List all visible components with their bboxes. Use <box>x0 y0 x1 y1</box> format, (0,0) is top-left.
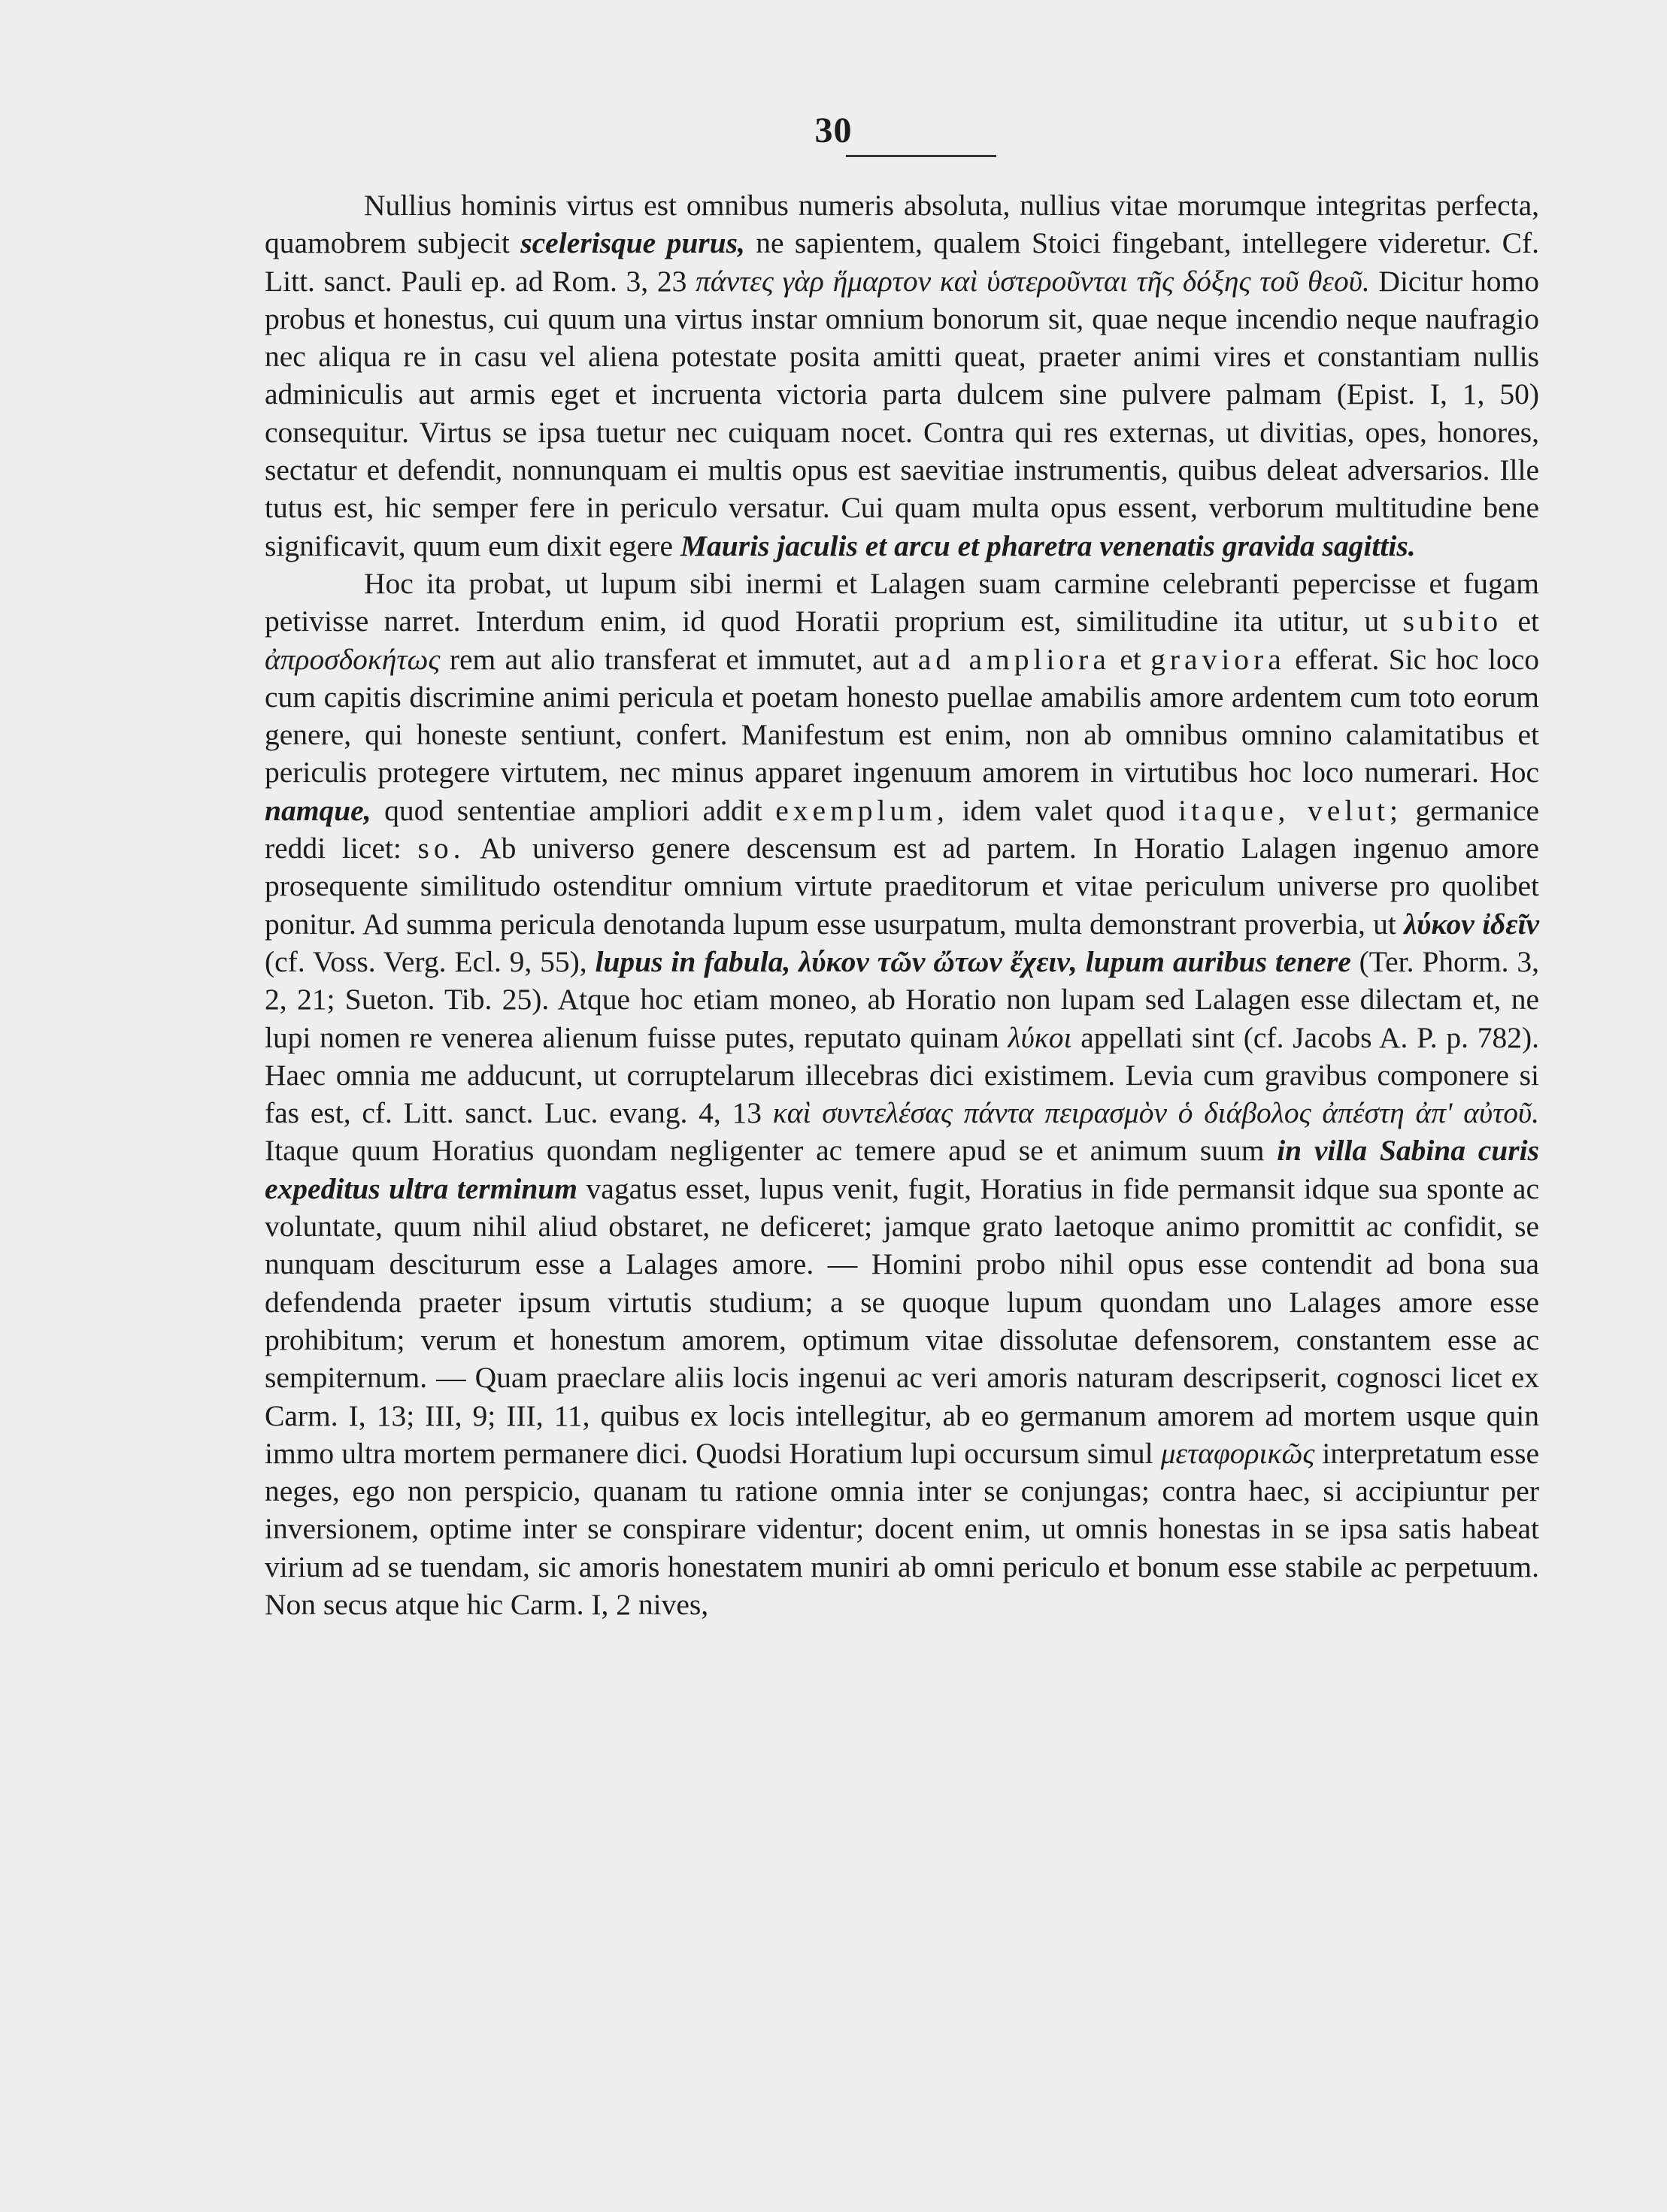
text-run: Dicitur homo probus et honestus, cui quum una virtus instar omnium bonorum sit, quae neque incendio neque naufragio nec aliqua re in casu vel aliena potestate posita amitti queat, praeter animi vires et constantiam nullis adminiculis aut armis eget et incruenta victoria parta dulcem sine pulvere palmam (Epist. I, 1, 50) consequitur. Virtus se ipsa tuetur nec cuiquam nocet. Contra qui res externas, ut divitias, opes, honores, sectatur et defendit, nonnunquam ei multis opus est saevitiae instrumentis, quibus deleat adversarios. Ille tutus est, hic semper fere in periculo versatur. Cui quam multa opus essent, verborum multitudine bene significavit, quum eum dixit egere <box>265 264 1539 562</box>
text-run: et <box>1502 605 1539 638</box>
paragraph <box>265 565 1539 1623</box>
text-run: rem aut alio transferat et immutet, aut <box>440 642 918 676</box>
text-run: vagatus esset, lupus venit, fugit, Horatius in fide permansit idque sua sponte ac voluntate, quum nihil aliud obstaret, ne deficeret; jamque grato laetoque animo promittit ac confidit, se nunquam desciturum esse a Lalages amore. — Homini probo nihil opus esse contendit ad bona sua defendenda praeter ipsum virtutis studium; a se quoque lupum quondam uno Lalages amore esse prohibitum; verum et honestum amorem, optimum vitae dissolutae defensorem, constantem esse ac sempiternum. — Quam praeclare aliis locis ingenui ac veri amoris naturam descripserit, cognosci licet ex Carm. I, 13; III, 9; III, 11, quibus ex locis intellegitur, ab eo germanum amorem ad mortem usque quin immo ultra mortem permanere dici. Quodsi Horatium lupi occursum simul <box>265 1171 1539 1470</box>
text-run: quod sententiae ampliori addit <box>371 793 776 827</box>
italic-phrase: λύκοι <box>1008 1020 1072 1054</box>
spaced-phrase: exemplum, <box>775 793 949 827</box>
text-run: Nullius hominis virtus est omnibus numeris absoluta, nullius vitae morumque integritas perfecta, quamobrem subjecit <box>265 189 1539 260</box>
spaced-phrase: subito <box>1402 605 1503 638</box>
spaced-phrase: itaque, velut; <box>1178 793 1402 827</box>
text-run: Ab universo genere descensum est ad partem. In Horatio Lalagen ingenuo amore prosequente similitudo ostenditur omnium virtute praeditorum et vitae periculum universe pro quolibet ponitur. Ad summa pericula denotanda lupum esse usurpatum, multa demonstrant proverbia, ut <box>265 832 1540 941</box>
bold-italic-phrase: λύκον ἰδεῖν <box>1404 907 1539 941</box>
text-run: germanice reddi licet: <box>265 793 1540 865</box>
text-run: (Ter. Phorm. 3, 2, 21; Sueton. Tib. 25). Atque hoc etiam moneo, ab Horatio non lupam sed Lalagen esse dilectam et, ne lupi nomen re venerea alienum fuisse putes, reputato quinam <box>265 944 1539 1054</box>
spaced-phrase: so. <box>417 832 465 865</box>
spaced-phrase: ad ampliora <box>917 642 1111 676</box>
text-run: Hoc ita probat, ut lupum sibi inermi et Lalagen suam carmine celebranti pepercisse et fugam petivisse narret. Interdum enim, id quod Horatii proprium est, similitudine ita utitur, ut <box>265 566 1539 638</box>
text-run: appellati sint (cf. Jacobs A. P. p. 782). Haec omnia me adducunt, ut corruptelarum illecebras dici existimem. Levia cum gravibus componere si fas est, cf. Litt. sanct. Luc. evang. 4, 13 <box>265 1020 1539 1130</box>
bold-italic-phrase: Mauris jaculis et arcu et pharetra venenatis gravida sagittis. <box>680 529 1416 562</box>
text-run: interpretatum esse neges, ego non perspicio, quanam tu ratione omnia inter se conjungas; contra haec, si accipiuntur per inversionem, optime inter se conspirare videntur; docent enim, ut omnis honestas in se ipsa satis habeat virium ad se tuendam, sic amoris honestatem muniri ab omni periculo et bonum esse stabile ac perpetuum. Non secus atque hic Carm. I, 2 nives, <box>265 1436 1539 1621</box>
page-number: 30 <box>814 111 853 150</box>
italic-phrase: ἀπροσδοκήτως <box>265 642 441 676</box>
text-run: (cf. Voss. Verg. Ecl. 9, 55), <box>265 944 596 978</box>
page-number-rule <box>846 155 996 157</box>
spaced-phrase: graviora <box>1150 642 1286 676</box>
italic-phrase: καὶ συντελέσας πάντα πειρασμὸν ὁ διάβολος ἀπέστη ἀπ' αὐτοῦ. <box>772 1096 1539 1130</box>
bold-italic-phrase: namque, <box>265 793 371 827</box>
text-run: et <box>1110 642 1151 676</box>
bold-italic-phrase: in villa Sabina curis expeditus ultra terminum <box>265 1134 1539 1205</box>
italic-phrase: πάντες γὰρ ἥμαρτον καὶ ὑστεροῦνται τῆς δόξης τοῦ θεοῦ. <box>696 264 1370 298</box>
text-run: Itaque quum Horatius quondam negligenter ac temere apud se et animum suum <box>265 1134 1278 1168</box>
text-run: ne sapientem, qualem Stoici fingebant, intellegere videretur. Cf. Litt. sanct. Pauli ep. ad Rom. 3, 23 <box>265 226 1539 298</box>
body-text <box>265 186 1539 1623</box>
italic-phrase: μεταφορικῶς <box>1160 1436 1315 1470</box>
bold-italic-phrase: lupus in fabula, λύκον τῶν ὤτων ἔχειν, lupum auribus tenere <box>595 944 1351 978</box>
text-run: efferat. Sic hoc loco cum capitis discrimine animi pericula et poetam honesto puellae amabilis amore ardentem cum toto eorum genere, qui honeste sentiunt, confert. Manifestum est enim, non ab omnibus omnino calamitatibus et periculis protegere virtutem, nec minus apparet ingenuum amorem in virtutibus hoc loco numerari. Hoc <box>265 642 1539 789</box>
bold-italic-phrase: scelerisque purus, <box>520 226 745 260</box>
text-run: idem valet quod <box>948 793 1178 827</box>
paragraph <box>265 186 1539 565</box>
